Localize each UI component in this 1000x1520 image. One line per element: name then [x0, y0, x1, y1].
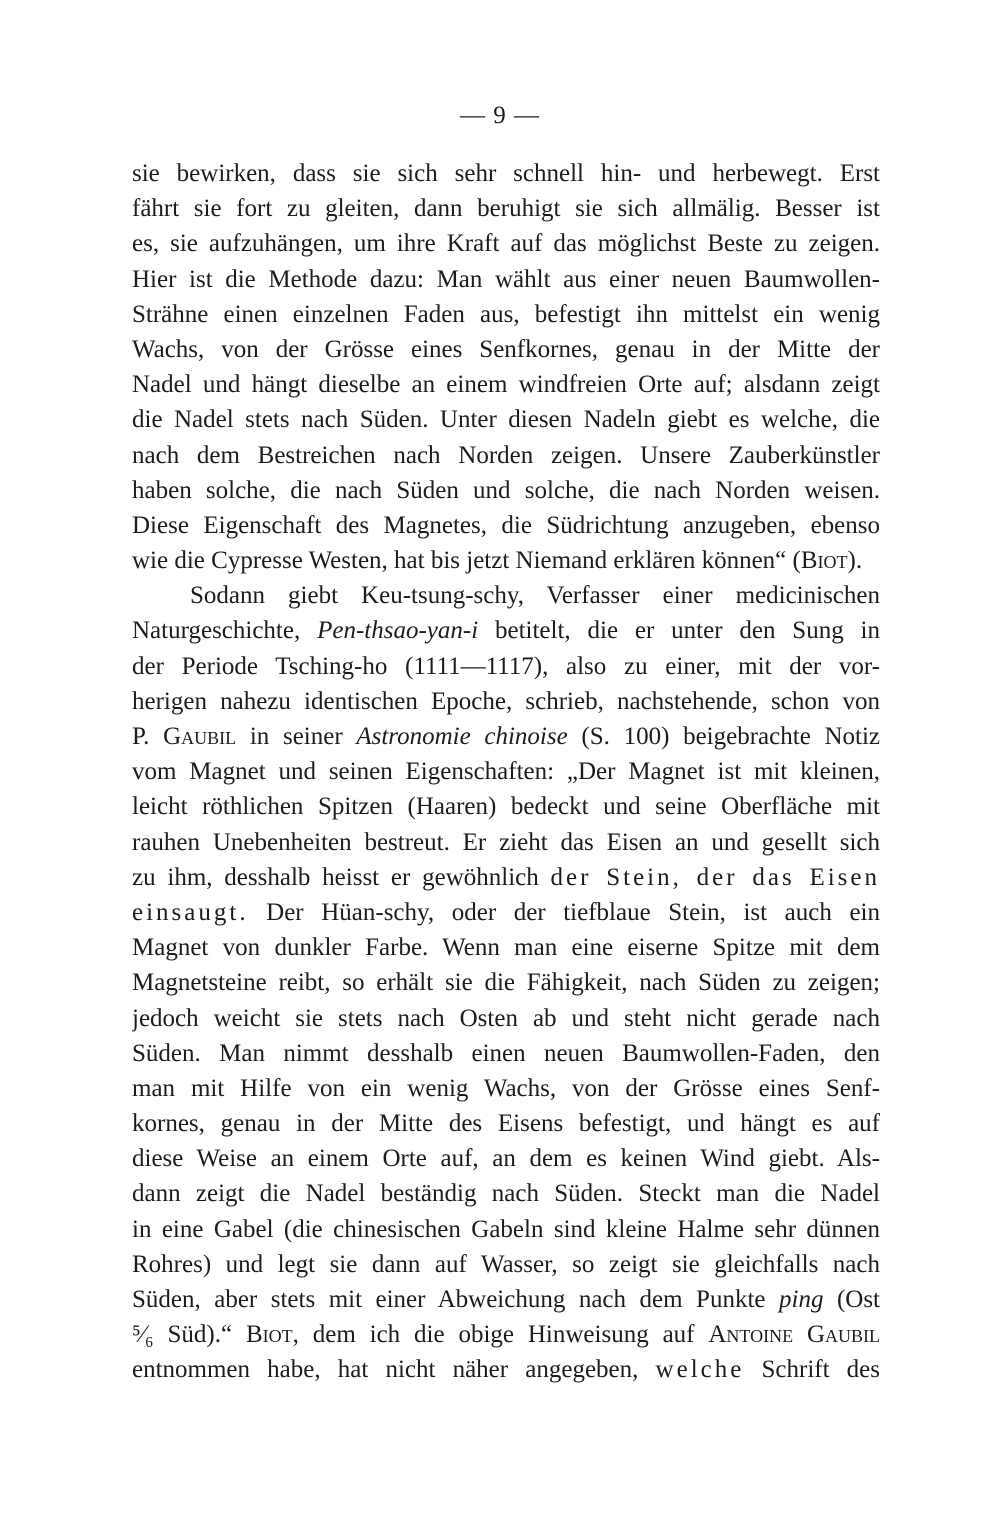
text-line: in eine Gabel (die chinesischen Gabeln sind kleine Halme sehr dünnen [132, 1215, 880, 1243]
text-line: ⁵⁄₆ Süd).“ Biot, dem ich die obige Hinweisung auf Antoine Gaubil [132, 1321, 880, 1349]
author-name-biot: Biot [245, 1321, 293, 1349]
text-line: haben solche, die nach Süden und solche, die nach Norden weisen. [132, 476, 880, 504]
spaced-emphasis: der Stein, der das Eisen [550, 863, 880, 891]
text-line: einsaugt. Der Hüan-schy, oder der tiefblaue Stein, ist auch ein [132, 898, 880, 926]
text-line: Magnetsteine reibt, so erhält sie die Fähigkeit, nach Süden zu zeigen; [132, 969, 880, 997]
book-title: Pen-thsao-yan-i [317, 617, 479, 645]
text-line: dann zeigt die Nadel beständig nach Süden. Steckt man die Nadel [132, 1180, 880, 1208]
text-line: Süden. Man nimmt desshalb einen neuen Baumwollen-Faden, den [132, 1039, 880, 1067]
text-line: herigen nahezu identischen Epoche, schrieb, nachstehende, schon von [132, 687, 880, 715]
text-line: Rohres) und legt sie dann auf Wasser, so zeigt sie gleichfalls nach [132, 1250, 880, 1278]
spaced-emphasis: einsaugt. [132, 898, 249, 926]
text-line: Hier ist die Methode dazu: Man wählt aus einer neuen Baumwollen- [132, 265, 880, 293]
text-line: P. Gaubil in seiner Astronomie chinoise (S. 100) beigebrachte Notiz [132, 723, 880, 750]
text-line: jedoch weicht sie stets nach Osten ab und steht nicht gerade nach [132, 1004, 880, 1032]
text-line: leicht röthlichen Spitzen (Haaren) bedeckt und seine Oberfläche mit [132, 793, 880, 821]
text-line: diese Weise an einem Orte auf, an dem es keinen Wind giebt. Als- [132, 1145, 880, 1173]
text-line: zu ihm, desshalb heisst er gewöhnlich der Stein, der das Eisen [132, 863, 880, 891]
text-line: Diese Eigenschaft des Magnetes, die Südrichtung anzugeben, ebenso [132, 511, 880, 539]
text-line: es, sie aufzuhängen, um ihre Kraft auf das möglichst Beste zu zeigen. [132, 230, 880, 258]
text-line: man mit Hilfe von ein wenig Wachs, von der Grösse eines Senf- [132, 1074, 880, 1102]
text-line: Wachs, von der Grösse eines Senfkornes, genau in der Mitte der [132, 335, 880, 363]
paragraph-start-line: Sodann giebt Keu-tsung-schy, Verfasser einer medicinischen [190, 582, 880, 610]
text-line: fährt sie fort zu gleiten, dann beruhigt sie sich allmälig. Besser ist [132, 195, 880, 223]
text-line: Süden, aber stets mit einer Abweichung nach dem Punkte ping (Ost [132, 1286, 880, 1313]
text-line: die Nadel stets nach Süden. Unter diesen Nadeln giebt es welche, die [132, 406, 880, 434]
text-line: rauhen Unebenheiten bestreut. Er zieht das Eisen an und gesellt sich [132, 828, 880, 856]
page-number: — 9 — [460, 102, 540, 129]
text-line: nach dem Bestreichen nach Norden zeigen. Unsere Zauberkünstler [132, 441, 880, 469]
text-line: wie die Cypresse Westen, hat bis jetzt Niemand erklären können“ (Biot). [132, 547, 863, 575]
author-name-gaubil: Gaubil [163, 723, 237, 750]
text-line: Magnet von dunkler Farbe. Wenn man eine eiserne Spitze mit dem [132, 934, 880, 962]
text-line: Nadel und hängt dieselbe an einem windfreien Orte auf; alsdann zeigt [132, 371, 880, 399]
book-title: Astronomie chinoise [356, 723, 568, 750]
spaced-emphasis: welche [655, 1356, 745, 1384]
text-line: Strähne einen einzelnen Faden aus, befestigt ihn mittelst ein wenig [132, 300, 880, 328]
author-name-biot: Biot [800, 547, 848, 575]
text-line: entnommen habe, hat nicht näher angegeben, welche Schrift des [132, 1356, 880, 1384]
text-line: kornes, genau in der Mitte des Eisens befestigt, und hängt es auf [132, 1110, 880, 1138]
text-line: sie bewirken, dass sie sich sehr schnell hin- und herbewegt. Erst [132, 160, 880, 187]
text-line: vom Magnet und seinen Eigenschaften: „Der Magnet ist mit kleinen, [132, 758, 880, 786]
author-name-antoine-gaubil: Antoine Gaubil [708, 1321, 880, 1349]
text-line: Naturgeschichte, Pen-thsao-yan-i betitelt, die er unter den Sung in [132, 617, 880, 645]
text-line: der Periode Tsching-ho (1111—1117), also zu einer, mit der vor- [132, 652, 880, 680]
italic-term: ping [779, 1286, 824, 1313]
body-text [132, 156, 880, 1388]
